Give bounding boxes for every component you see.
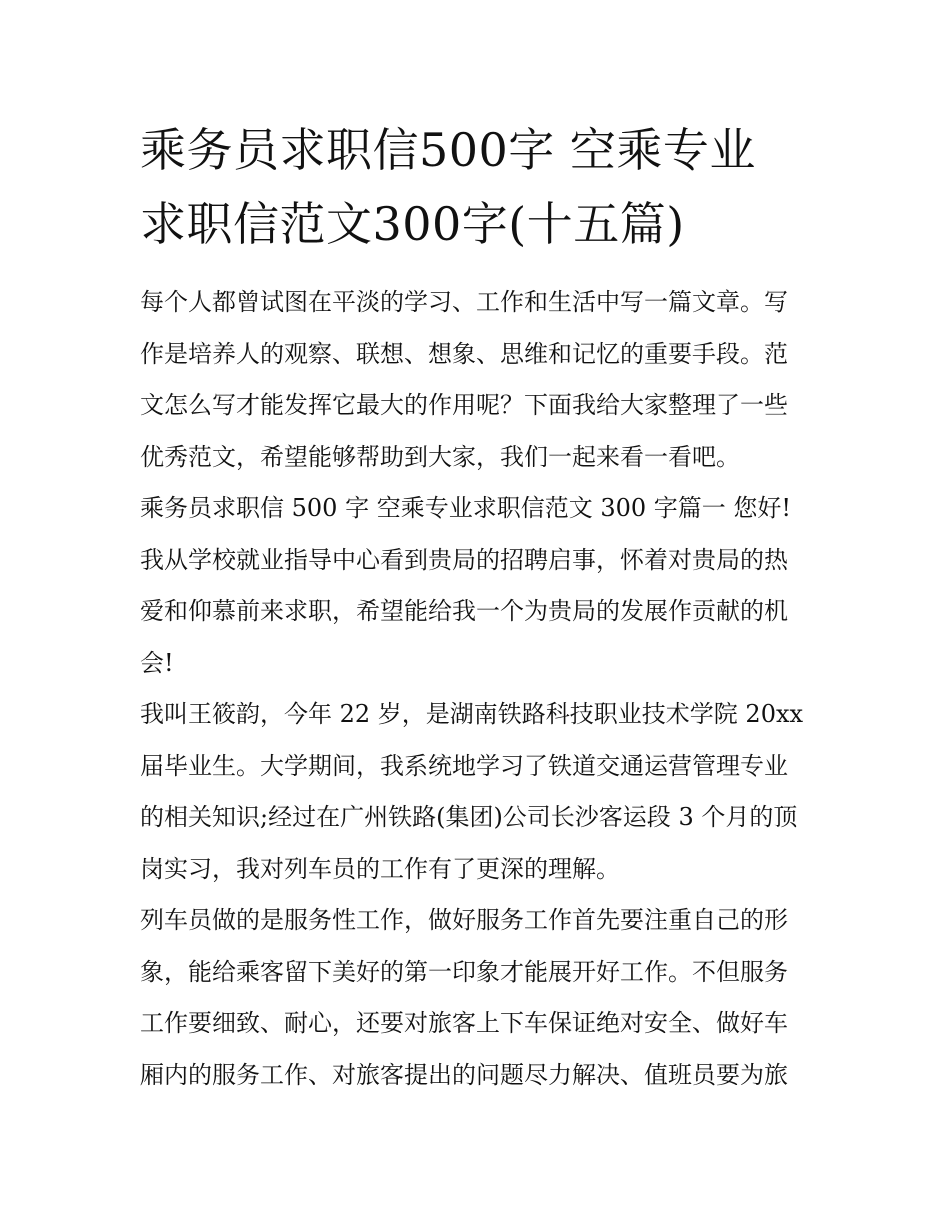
body-line: 象，能给乘客留下美好的第一印象才能展开好工作。不但服务 [140,957,788,986]
body-line: 我从学校就业指导中心看到贵局的招聘启事，怀着对贵局的热 [140,545,788,574]
title-line-1: 乘务员求职信500字 空乘专业 [140,123,756,177]
body-line: 列车员做的是服务性工作，做好服务工作首先要注重自己的形 [140,906,788,934]
body-line: 优秀范文，希望能够帮助到大家，我们一起来看一看吧。 [140,442,740,471]
document-body [140,277,810,1101]
body-line: 作是培养人的观察、联想、想象、思维和记忆的重要手段。范 [140,339,788,368]
body-line: 每个人都曾试图在平淡的学习、工作和生活中写一篇文章。写 [140,288,788,316]
body-line: 我叫王筱韵，今年 22 岁，是湖南铁路科技职业技术学院 20xx [140,700,804,728]
body-line: 厢内的服务工作、对旅客提出的问题尽力解决、值班员要为旅 [140,1060,788,1089]
body-line: 岗实习，我对列车员的工作有了更深的理解。 [140,854,620,883]
body-line: 工作要细致、耐心，还要对旅客上下车保证绝对安全、做好车 [140,1009,788,1037]
body-line: 文怎么写才能发挥它最大的作用呢？下面我给大家整理了一些 [140,391,788,419]
body-line: 乘务员求职信 500 字 空乘专业求职信范文 300 字篇一 您好! [140,494,792,522]
body-line: 的相关知识;经过在广州铁路(集团)公司长沙客运段 3 个月的顶 [140,803,798,831]
document-title [140,113,820,261]
body-line: 爱和仰慕前来求职，希望能给我一个为贵局的发展作贡献的机 [140,597,788,625]
body-line: 会! [140,648,174,677]
body-line: 届毕业生。大学期间，我系统地学习了铁道交通运营管理专业 [140,751,788,780]
title-line-2: 求职信范文300字(十五篇) [140,197,685,251]
